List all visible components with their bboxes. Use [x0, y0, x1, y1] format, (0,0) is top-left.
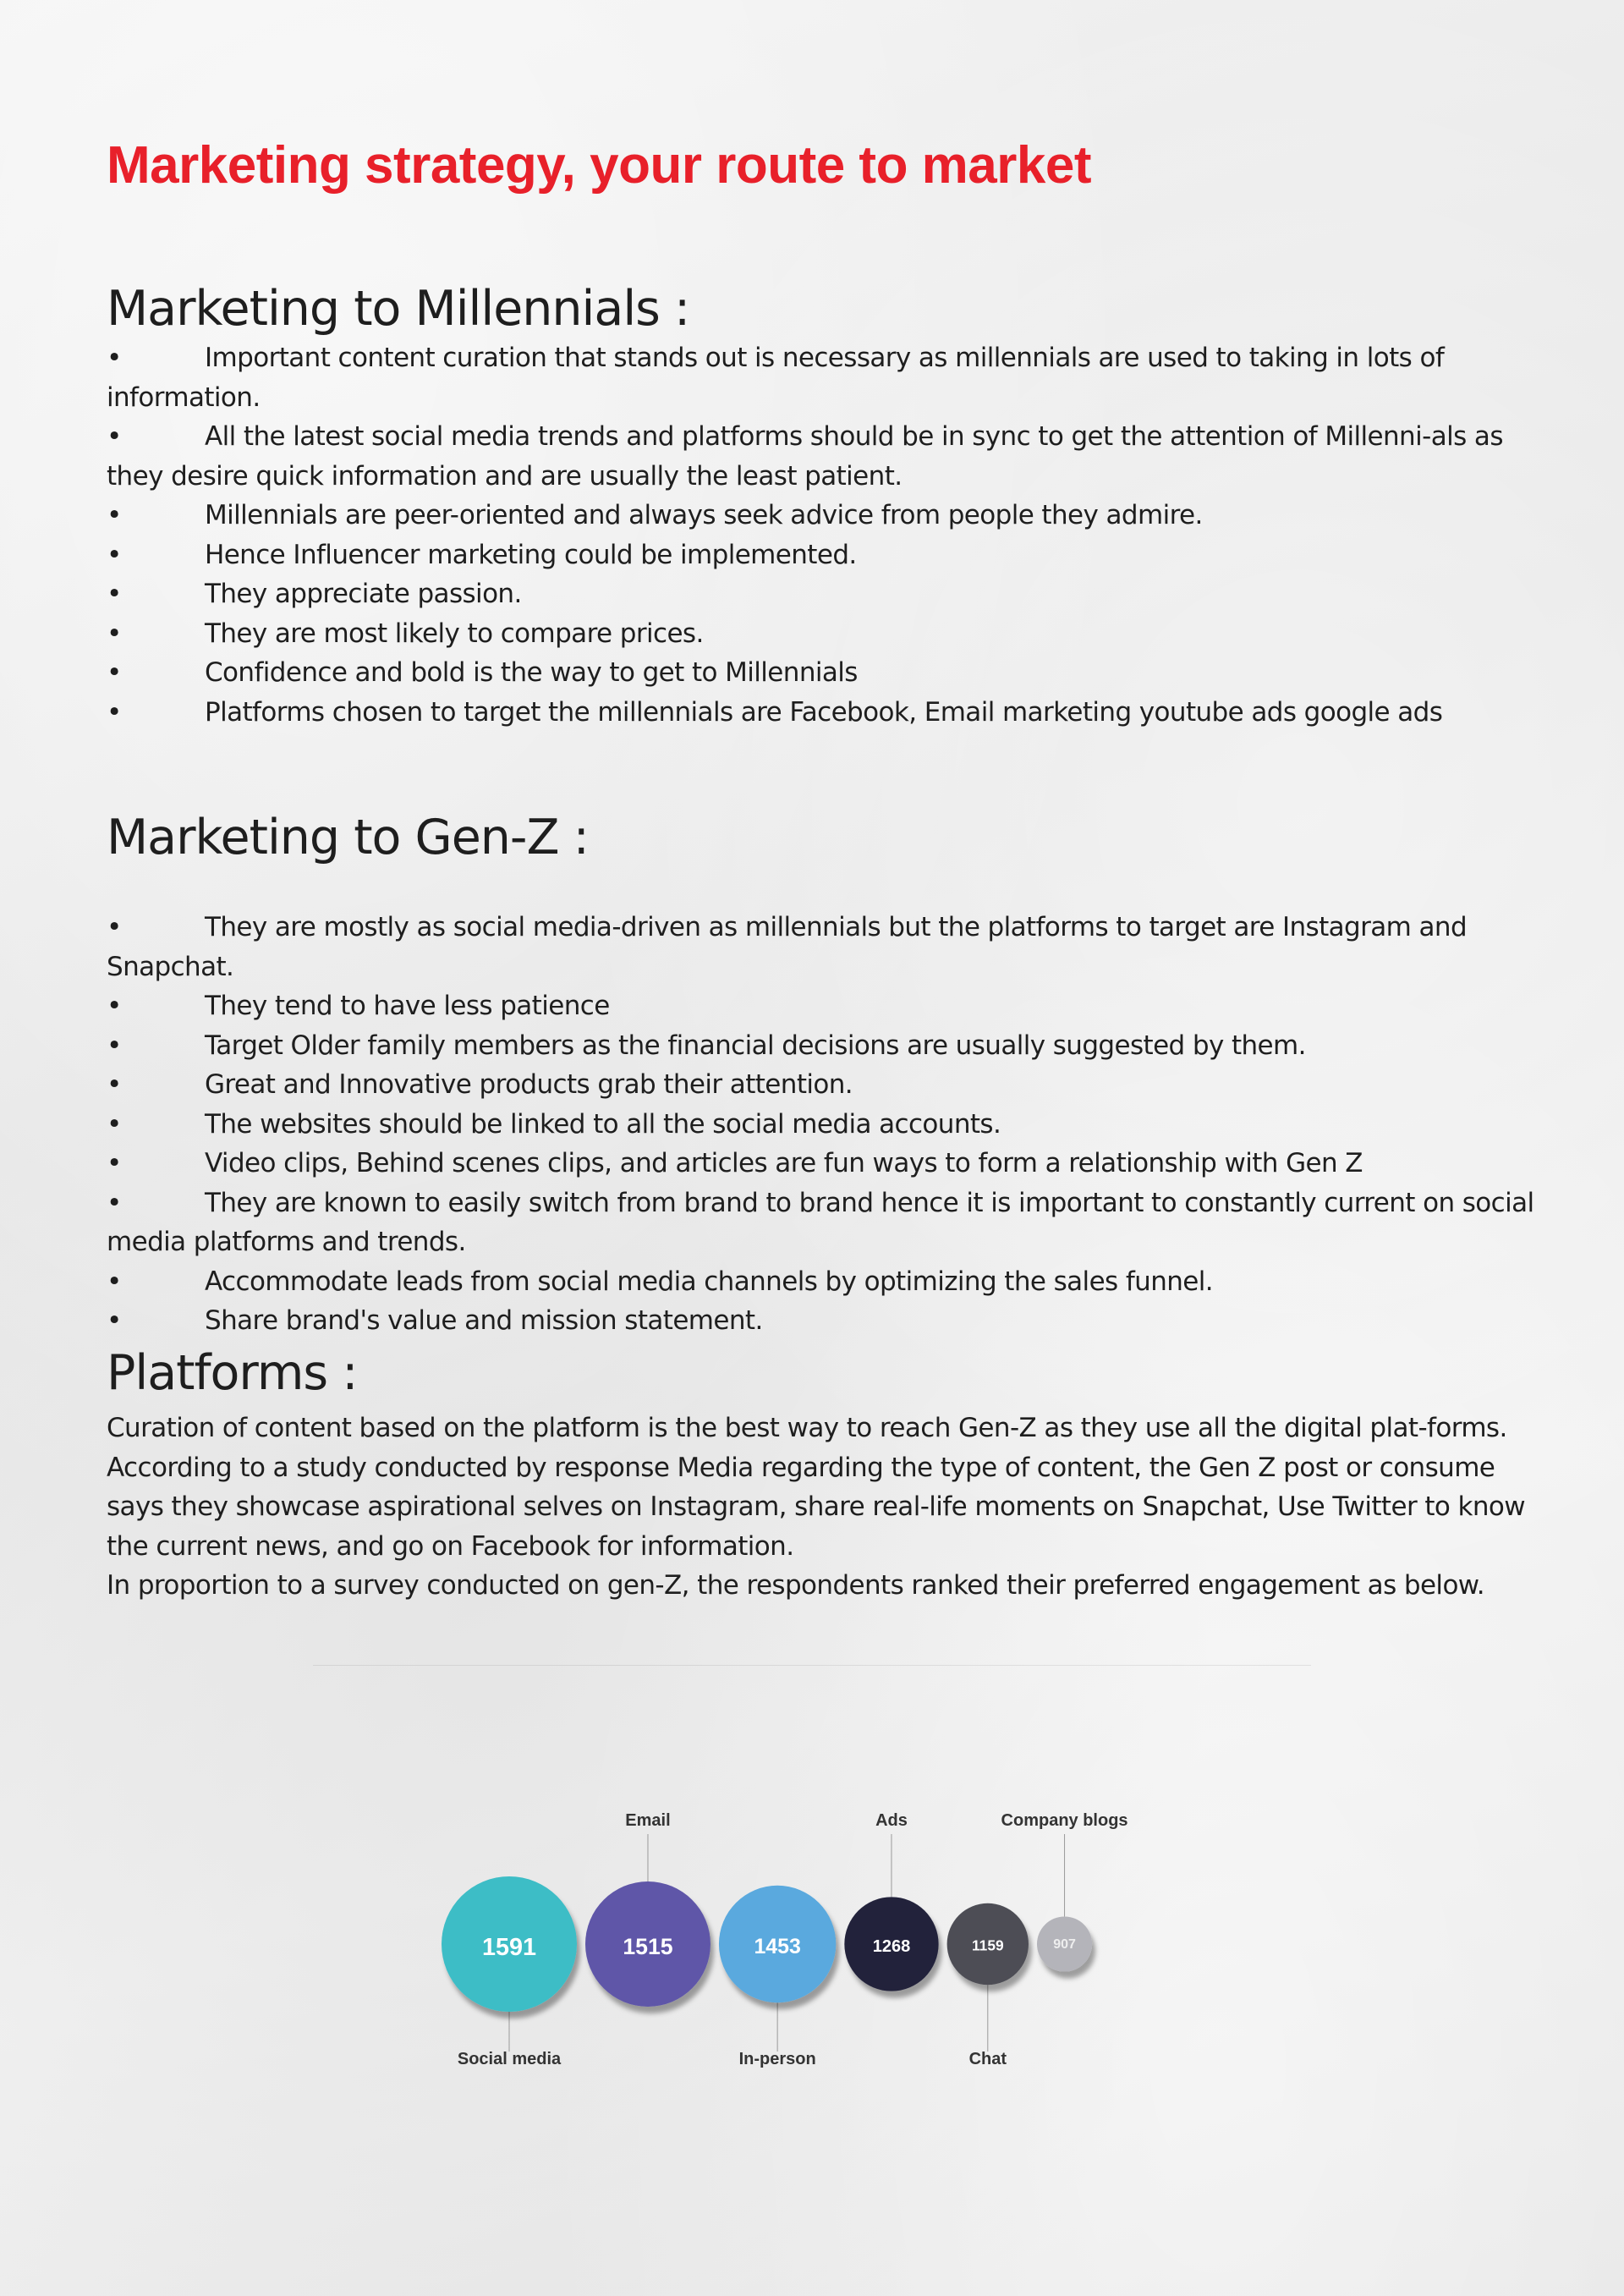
bullet-mark: •: [107, 991, 122, 1021]
bullet-mark: •: [107, 1266, 122, 1297]
list-item-text: They appreciate passion.: [205, 579, 522, 609]
bullet-mark: •: [107, 500, 122, 530]
bubble-value-label: 907: [1053, 1937, 1076, 1953]
millennials-heading: Marketing to Millennials :: [107, 281, 690, 337]
list-item-text: Share brand's value and mission statement.: [205, 1305, 763, 1336]
bullet-mark: •: [107, 912, 122, 942]
list-item: [107, 1144, 1536, 1184]
bullet-mark: •: [107, 1108, 122, 1140]
millennials-list: [107, 338, 1536, 732]
bubble-value-label: 1268: [872, 1936, 911, 1956]
list-item: [107, 574, 1536, 614]
list-item: [107, 1105, 1536, 1145]
bubble-value-label: 1591: [481, 1933, 537, 1961]
bullet-mark: •: [107, 1069, 122, 1100]
bubble-category-label: Chat: [968, 2050, 1007, 2068]
list-item-text: Platforms chosen to target the millennials are Facebook, Email marketing youtube ads google ads: [205, 696, 1443, 728]
list-item-text: They are most likely to compare prices.: [205, 618, 704, 649]
list-item: [107, 496, 1536, 536]
bubble-value-label: 1515: [623, 1933, 673, 1959]
list-item-text: Video clips, Behind scenes clips, and articles are fun ways to form a relationship with Gen Z: [205, 1148, 1363, 1178]
list-item-text: Target Older family members as the financial decisions are usually suggested by them.: [205, 1030, 1306, 1061]
bubble-category-label: Social media: [457, 2050, 562, 2068]
list-item: [107, 1262, 1536, 1302]
list-item-text: They are mostly as social media-driven as millennials but the platforms to target are Instagram and Snapchat.: [107, 912, 1468, 982]
bullet-mark: •: [107, 343, 122, 373]
bullet-mark: •: [107, 1305, 122, 1336]
genz-list: [107, 908, 1536, 1341]
bullet-mark: •: [107, 1148, 122, 1178]
list-item: [107, 1184, 1536, 1262]
genz-heading: Marketing to Gen-Z :: [107, 810, 589, 865]
list-item: [107, 653, 1536, 693]
bullet-mark: •: [107, 421, 122, 452]
bullet-mark: •: [107, 1030, 122, 1061]
bullet-mark: •: [107, 618, 122, 649]
engagement-bubble-chart: [0, 1802, 1624, 2090]
list-item: [107, 417, 1536, 496]
bullet-mark: •: [107, 657, 122, 688]
list-item-text: Hence Influencer marketing could be implemented.: [205, 539, 857, 570]
bullet-mark: •: [107, 1187, 122, 1218]
bubble-value-label: 1453: [754, 1935, 801, 1959]
bullet-mark: •: [107, 539, 122, 570]
list-item-text: The websites should be linked to all the social media accounts.: [205, 1108, 1001, 1140]
list-item-text: Millennials are peer-oriented and always seek advice from people they admire.: [205, 500, 1203, 530]
bubble-category-label: Email: [625, 1811, 671, 1830]
list-item: [107, 338, 1536, 417]
list-item-text: Great and Innovative products grab their attention.: [205, 1069, 853, 1100]
platforms-body: [107, 1409, 1536, 1606]
list-item-text: All the latest social media trends and platforms should be in sync to get the attention of Millenni-als as they desire quick information and are usually the least patient.: [107, 421, 1503, 492]
platforms-paragraph: Curation of content based on the platform is the best way to reach Gen-Z as they use all the digital plat-forms. According to a study conducted by response Media regarding the type of content, the Gen Z post or consume says they showcase aspirational selves on Instagram, share real-life moments on Snapchat, Use Twitter to know the current news, and go on Facebook for information.: [107, 1413, 1526, 1562]
list-item: [107, 1065, 1536, 1105]
list-item: [107, 1301, 1536, 1341]
list-item-text: Accommodate leads from social media channels by optimizing the sales funnel.: [205, 1266, 1214, 1297]
list-item-text: Important content curation that stands out is necessary as millennials are used to taking in lots of information.: [107, 343, 1445, 413]
bubble-chart-svg: [0, 1802, 1624, 2090]
bubble-category-label: In-person: [738, 2050, 816, 2068]
platforms-heading: Platforms :: [107, 1345, 358, 1401]
section-divider: [313, 1665, 1311, 1666]
list-item: [107, 908, 1536, 986]
list-item: [107, 1026, 1536, 1066]
bullet-mark: •: [107, 579, 122, 609]
list-item-text: Confidence and bold is the way to get to Millennials: [205, 657, 858, 688]
list-item: [107, 693, 1536, 733]
bubble-category-label: Company blogs: [1001, 1811, 1128, 1830]
list-item: [107, 986, 1536, 1026]
list-item-text: They tend to have less patience: [205, 991, 610, 1021]
bubble-value-label: 1159: [972, 1936, 1004, 1954]
platforms-paragraph: In proportion to a survey conducted on gen-Z, the respondents ranked their preferred engagement as below.: [107, 1570, 1484, 1601]
bullet-mark: •: [107, 696, 122, 728]
bubble-category-label: Ads: [875, 1811, 908, 1830]
page-title: Marketing strategy, your route to market: [107, 136, 1092, 195]
list-item-text: They are known to easily switch from brand to brand hence it is important to constantly current on social media platforms and trends.: [107, 1187, 1534, 1257]
list-item: [107, 614, 1536, 654]
list-item: [107, 536, 1536, 575]
